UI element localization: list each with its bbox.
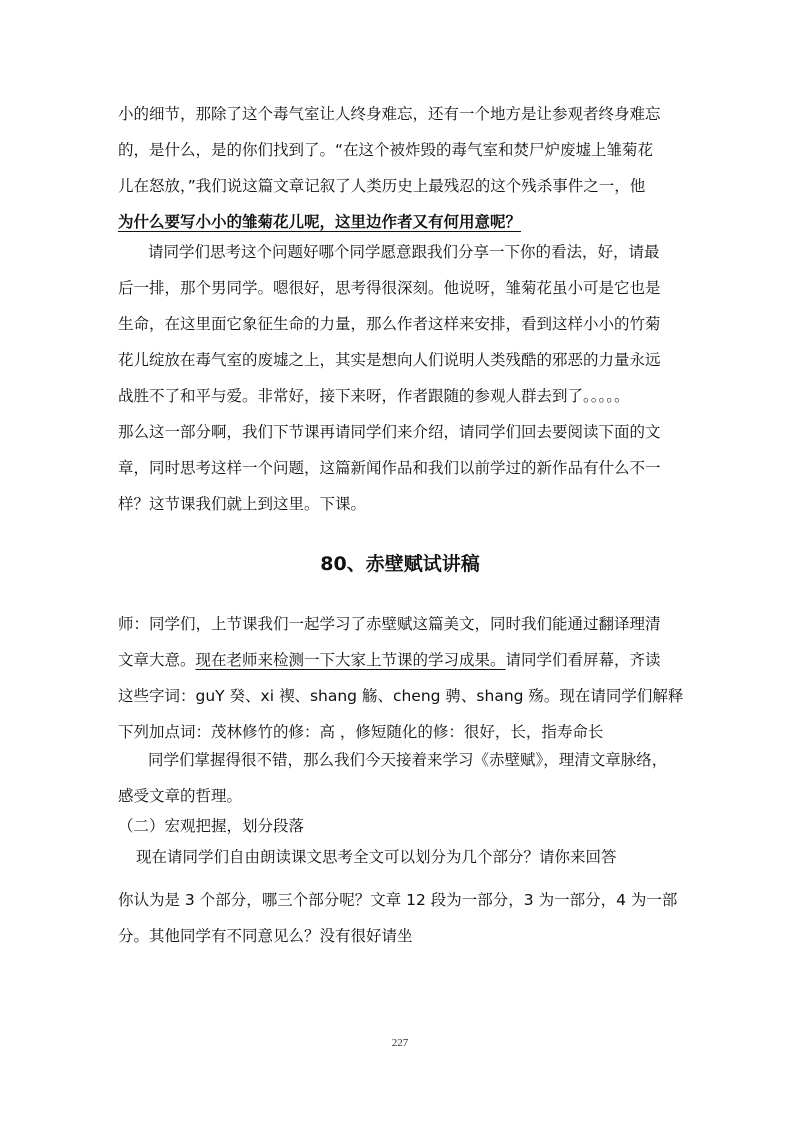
text-line: 生命，在这里面它象征生命的力量，那么作者这样来安排，看到这样小小的竹菊 — [118, 315, 661, 333]
section-heading: 80、赤壁赋试讲稿 — [320, 553, 480, 575]
text-line: 儿在怒放，”我们说这篇文章记叙了人类历史上最残忍的这个残杀事件之一，他 — [118, 177, 646, 195]
page-number: 227 — [391, 1037, 409, 1049]
text-line: 请同学们思考这个问题好哪个同学愿意跟我们分享一下你的看法，好，请最 — [148, 243, 660, 261]
underlined-text: 现在老师来检测一下大家上节课的学习成果。 — [195, 651, 506, 669]
text-line: 花儿绽放在毒气室的废墟之上，其实是想向人们说明人类残酷的邪恶的力量永远 — [118, 351, 661, 369]
text-line: 章，同时思考这样一个问题，这篇新闻作品和我们以前学过的新作品有什么不一 — [118, 459, 661, 477]
text-line: 的，是什么，是的你们找到了。“在这个被炸毁的毒气室和焚尸炉废墟上雏菊花 — [118, 141, 654, 159]
paragraph-answer — [118, 882, 688, 954]
text-line: 师：同学们，上节课我们一起学习了赤壁赋这篇美文，同时我们能通过翻译理清 — [118, 615, 661, 633]
text-line: 后一排，那个男同学。嗯很好，思考得很深刻。他说呀，雏菊花虽小可是它也是 — [118, 279, 661, 297]
text-line: 你认为是 3 个部分，哪三个部分呢？文章 12 段为一部分，3 为一部分，4 为一部 — [118, 891, 678, 909]
text-line: 那么这一部分啊，我们下节课再请同学们来介绍，请同学们回去要阅读下面的文 — [118, 423, 661, 441]
text-line — [118, 642, 688, 678]
paragraph-teacher-intro — [118, 606, 688, 750]
text-line: 分。其他同学有不同意见么？没有很好请坐 — [118, 927, 413, 945]
subheading-text: （二）宏观把握，划分段落 — [118, 817, 305, 835]
text-segment: 请同学们看屏幕，齐读 — [505, 651, 661, 669]
text-line: 现在请同学们自由朗读课文思考全文可以划分为几个部分？请你来回答 — [136, 848, 617, 866]
text-line: 这些字词：guY 癸、xi 禊、shang 觞、cheng 骋、shang 殇。现在请同学们解释 — [118, 687, 684, 705]
paragraph-mastery — [118, 742, 688, 814]
emphasized-question-line: 为什么要写小小的雏菊花儿呢，这里边作者又有何用意呢？ — [118, 213, 522, 231]
text-line: 战胜不了和平与爱。非常好，接下来呀，作者跟随的参观人群去到了。。。。。 — [118, 387, 630, 405]
text-line: 感受文章的哲理。 — [118, 787, 243, 805]
text-line: 同学们掌握得很不错，那么我们今天接着来学习《赤壁赋》，理清文章脉络， — [148, 751, 668, 769]
text-segment: 文章大意。 — [118, 651, 196, 669]
text-line: 下列加点词：茂林修竹的修：高 ，修短随化的修：很好，长，指寿命长 — [118, 723, 604, 741]
text-line: 小的细节，那除了这个毒气室让人终身难忘，还有一个地方是让参观者终身难忘 — [118, 105, 661, 123]
text-line: 样？这节课我们就上到这里。下课。 — [118, 495, 367, 513]
paragraph-discussion — [118, 234, 688, 522]
paragraph-reading-prompt — [118, 839, 688, 875]
paragraph-daisy-question — [118, 96, 688, 240]
